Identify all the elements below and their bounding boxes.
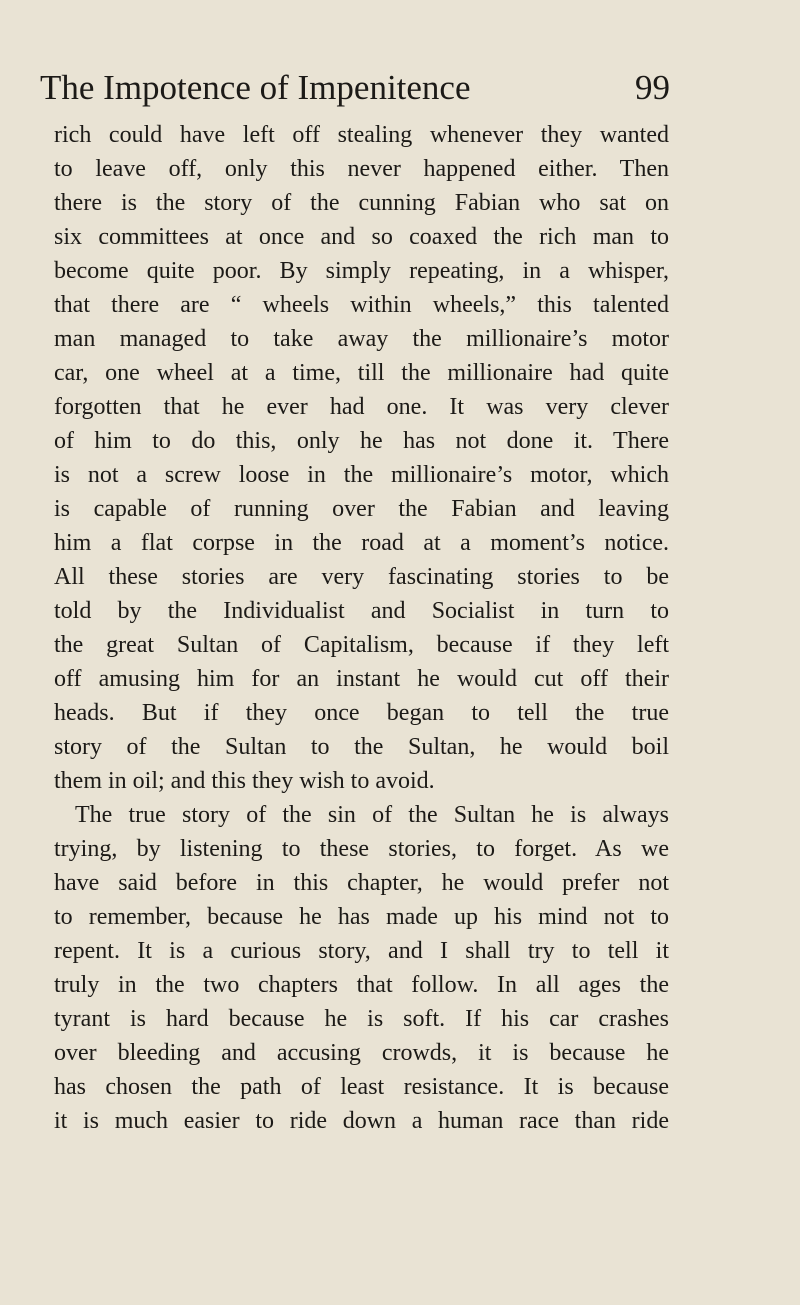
text-line: man managed to take away the millionaire’s motor (54, 326, 669, 352)
text-line: of him to do this, only he has not done it. There (54, 428, 669, 454)
text-line: over bleeding and accusing crowds, it is because he (54, 1040, 669, 1066)
text-line: car, one wheel at a time, till the millionaire had quite (54, 360, 669, 386)
text-line: to leave off, only this never happened either. Then (54, 156, 669, 182)
text-line: has chosen the path of least resistance. It is because (54, 1074, 669, 1100)
text-line: story of the Sultan to the Sultan, he would boil (54, 734, 669, 760)
text-line: truly in the two chapters that follow. In all ages the (54, 972, 669, 998)
text-line: six committees at once and so coaxed the rich man to (54, 224, 669, 250)
text-line: off amusing him for an instant he would cut off their (54, 666, 669, 692)
text-line: the great Sultan of Capitalism, because if they left (54, 632, 669, 658)
text-line: have said before in this chapter, he would prefer not (54, 870, 669, 896)
text-line: trying, by listening to these stories, to forget. As we (54, 836, 669, 862)
text-line: heads. But if they once began to tell the true (54, 700, 669, 726)
paragraph (54, 118, 669, 798)
text-line: there is the story of the cunning Fabian who sat on (54, 190, 669, 216)
text-line: rich could have left off stealing whenever they wanted (54, 122, 669, 148)
page-number: 99 (635, 68, 670, 107)
text-line: told by the Individualist and Socialist in turn to (54, 598, 669, 624)
text-line: them in oil; and this they wish to avoid. (54, 768, 435, 794)
paragraph (54, 798, 669, 1138)
running-header (40, 66, 670, 110)
text-line: to remember, because he has made up his mind not to (54, 904, 669, 930)
text-line: become quite poor. By simply repeating, in a whisper, (54, 258, 669, 284)
text-line: tyrant is hard because he is soft. If his car crashes (54, 1006, 669, 1032)
chapter-title: The Impotence of Impenitence (40, 68, 471, 107)
text-line: is not a screw loose in the millionaire’s motor, which (54, 462, 669, 488)
text-line: All these stories are very fascinating stories to be (54, 564, 669, 590)
text-line: is capable of running over the Fabian and leaving (54, 496, 669, 522)
body-text (54, 118, 669, 1138)
text-line: it is much easier to ride down a human race than ride (54, 1108, 669, 1134)
text-line: that there are “ wheels within wheels,” this talented (54, 292, 669, 318)
text-line: The true story of the sin of the Sultan he is always (75, 802, 669, 828)
text-line: him a flat corpse in the road at a moment’s notice. (54, 530, 669, 556)
text-line: forgotten that he ever had one. It was very clever (54, 394, 669, 420)
text-line: repent. It is a curious story, and I shall try to tell it (54, 938, 669, 964)
